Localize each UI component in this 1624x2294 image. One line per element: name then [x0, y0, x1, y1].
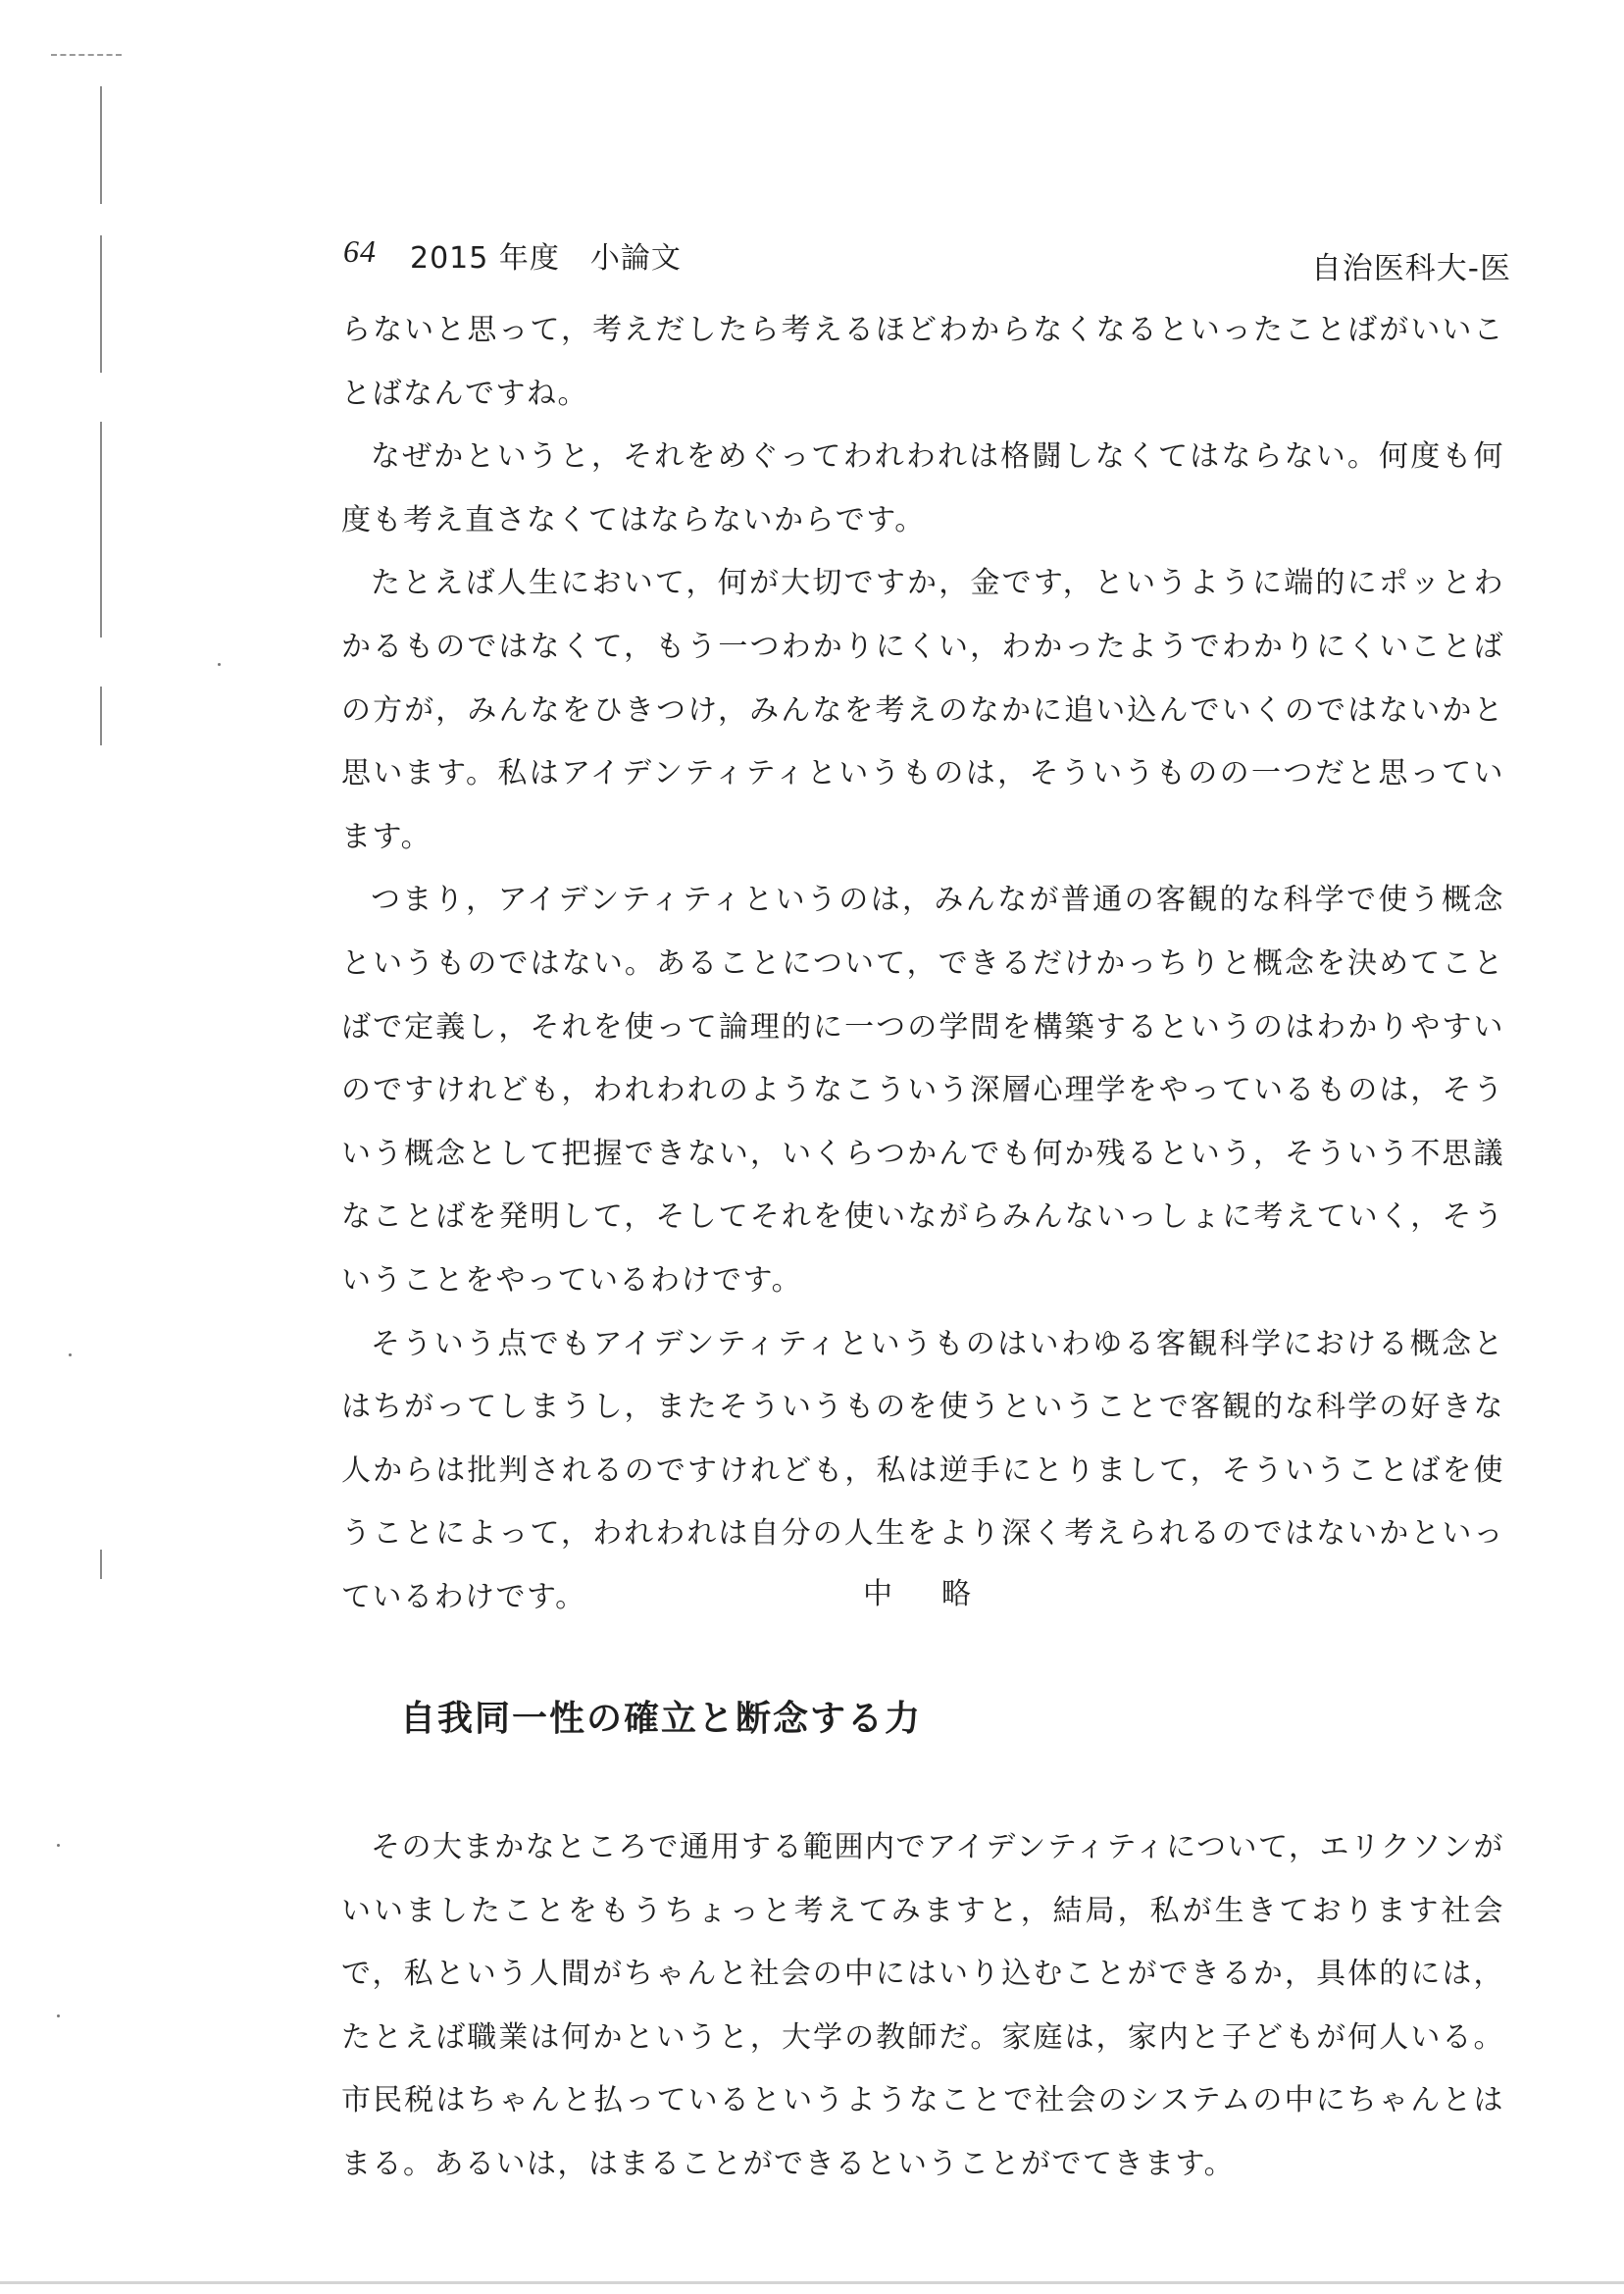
paragraph: つまり，アイデンティティというのは，みんなが普通の客観的な科学で使う概念というものではない。あることについて，できるだけかっちりと概念を決めてことばで定義し，それを使って論理的に一つの学問を構築するというのはわかりやすいのですけれども，われわれのようなこういう深層心理学をやっているものは，そういう概念として把握できない，いくらつかんでも何か残るという，そういう不思議なことばを発明して，そしてそれを使いながらみんないっしょに考えていく，そういうことをやっているわけです。 [341, 883, 1504, 1298]
margin-line [100, 86, 102, 204]
passage-2 [341, 1816, 1504, 2197]
passage-1 [341, 299, 1504, 1629]
paragraph: たとえば人生において，何が大切ですか，金です，というように端的にポッとわかるものではなくて，もう一つわかりにくい，わかったようでわかりにくいことばの方が，みんなをひきつけ，みんなを考えのなかに追い込んでいくのではないかと思います。私はアイデンティティというものは，そういうものの一つだと思っています。 [341, 566, 1504, 854]
scan-speck [218, 663, 221, 666]
margin-line [100, 687, 102, 745]
section-heading: 自我同一性の確立と断念する力 [400, 1698, 923, 1739]
scan-corner-mark [51, 54, 122, 56]
paragraph: そういう点でもアイデンティティというものはいわゆる客観科学における概念とはちがってしまうし，またそういうものを使うということで客観的な科学の好きな人からは批判されるのですけれども，私は逆手にとりまして，そういうことばを使うことによって，われわれは自分の人生をより深く考えられるのではないかといっているわけです。 [341, 1326, 1504, 1614]
scan-speck [57, 1844, 60, 1847]
scan-speck [69, 1353, 72, 1356]
scan-speck [57, 2014, 60, 2017]
paragraph: らないと思って，考えだしたら考えるほどわからなくなるといったことばがいいことばなんですね。 [341, 313, 1504, 411]
scan-bottom-edge [0, 2281, 1624, 2284]
header-title: 2015 年度 小論文 [410, 241, 682, 276]
margin-line [100, 422, 102, 637]
paragraph: その大まかなところで通用する範囲内でアイデンティティについて，エリクソンがいいましたことをもうちょっと考えてみますと，結局，私が生きております社会で，私という人間がちゃんと社会の中にはいり込むことができるか，具体的には，たとえば職業は何かというと，大学の教師だ。家庭は，家内と子どもが何人いる。市民税はちゃんと払っているというようなことで社会のシステムの中にちゃんとはまる。あるいは，はまることができるということがでてきます。 [341, 1830, 1504, 2181]
omission-marker: 中 略 [863, 1577, 981, 1611]
page-number: 64 [343, 233, 377, 269]
header-school: 自治医科大-医 [1310, 251, 1511, 286]
margin-line [100, 235, 102, 373]
paragraph: なぜかというと，それをめぐってわれわれは格闘しなくてはならない。何度も何度も考え直さなくてはならないからです。 [341, 439, 1504, 537]
